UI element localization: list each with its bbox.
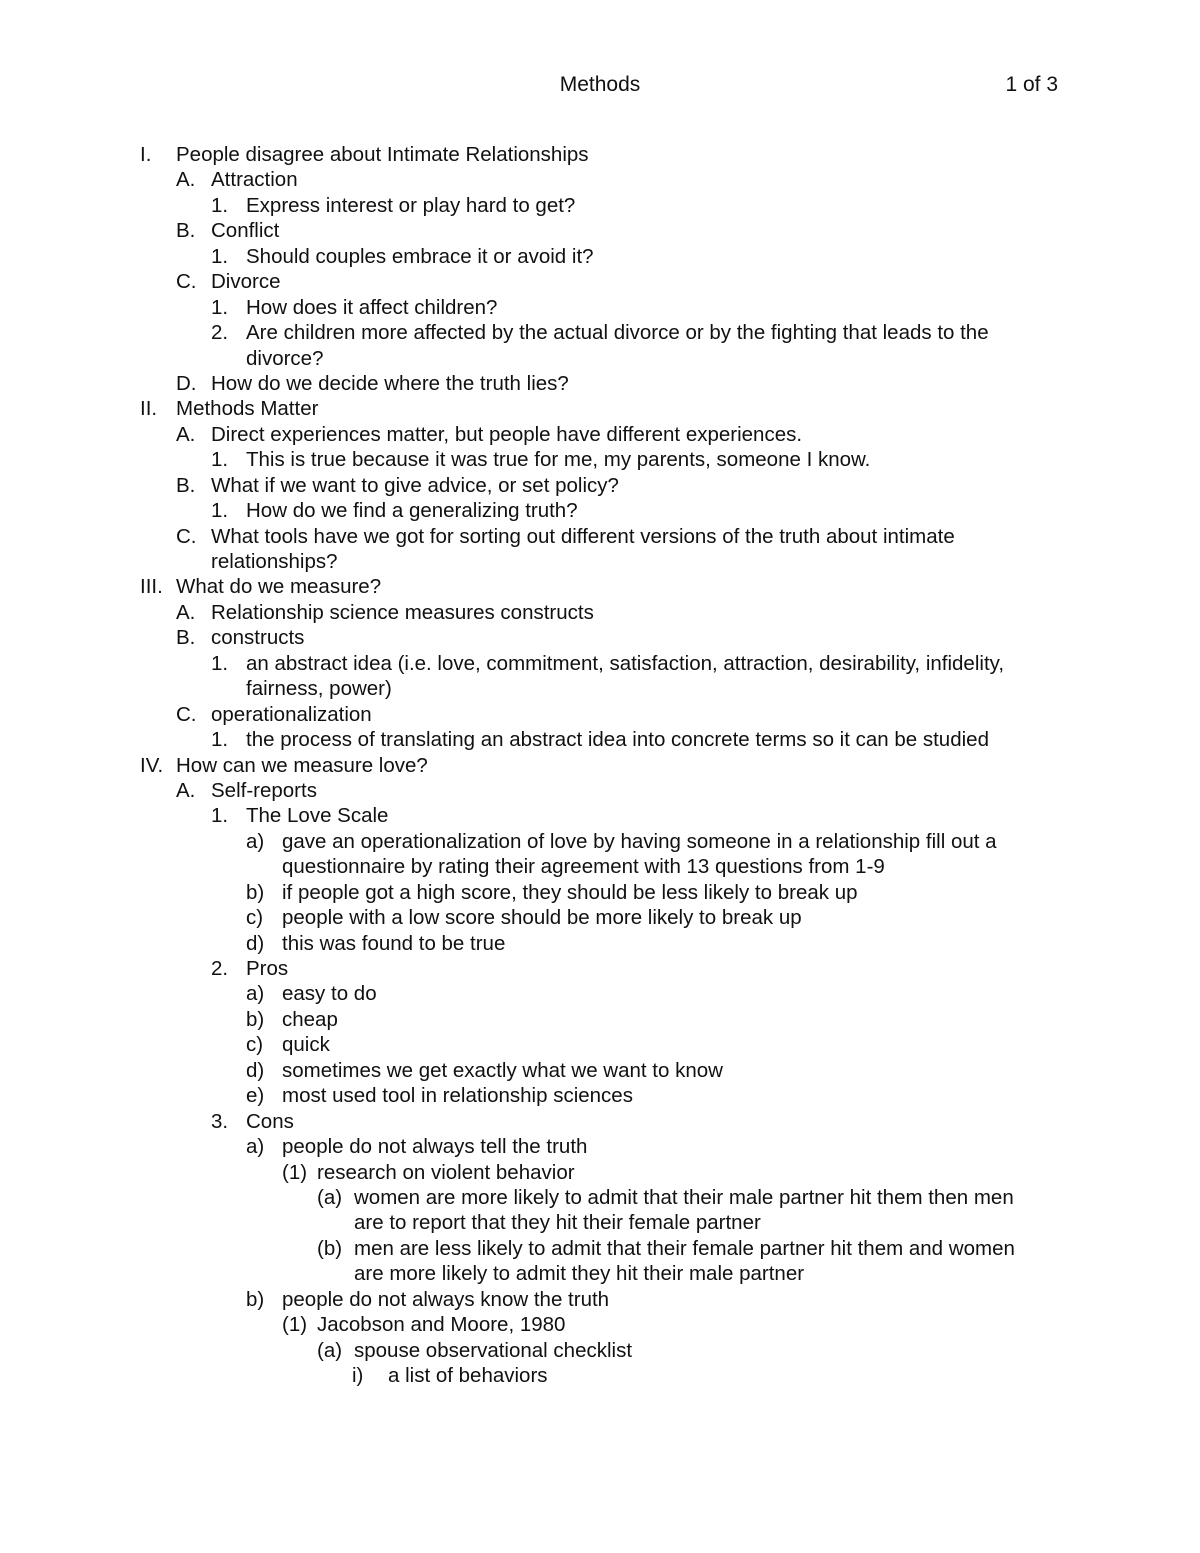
- outline-marker: A.: [176, 422, 196, 446]
- outline-line: [0, 549, 1200, 574]
- outline-text: operationalization: [211, 702, 372, 726]
- outline-text: Cons: [246, 1109, 294, 1133]
- outline-marker: 1.: [211, 728, 229, 752]
- outline-marker: III.: [140, 575, 163, 599]
- outline-line: [0, 854, 1200, 879]
- outline-marker: 2.: [211, 957, 229, 980]
- outline-marker: B.: [176, 626, 196, 650]
- outline-line: [0, 295, 1200, 320]
- outline-marker: 1.: [211, 651, 229, 675]
- outline-text: Jacobson and Moore, 1980: [317, 1313, 566, 1337]
- outline-marker: 1.: [211, 804, 229, 828]
- outline-text: men are less likely to admit that their female partner hit them and women: [354, 1236, 1015, 1260]
- outline-line: [0, 447, 1200, 472]
- outline-line: [0, 574, 1200, 599]
- outline-marker: 1.: [211, 295, 229, 319]
- outline-line: [0, 396, 1200, 421]
- outline-text: people with a low score should be more likely to break up: [282, 906, 802, 930]
- outline-line: [0, 1236, 1200, 1261]
- outline-line: [0, 1058, 1200, 1083]
- outline-line: [0, 1007, 1200, 1032]
- outline-line: [0, 244, 1200, 269]
- outline-marker: c): [246, 906, 264, 930]
- outline-marker: i): [352, 1364, 364, 1387]
- outline-marker: c): [246, 1033, 264, 1057]
- outline-marker: (a): [317, 1185, 343, 1209]
- outline-line: [0, 218, 1200, 243]
- outline-marker: 2.: [211, 321, 229, 345]
- outline-line: [0, 422, 1200, 447]
- outline-text: gave an operationalization of love by having someone in a relationship fill out a: [282, 829, 997, 853]
- outline-line: [0, 651, 1200, 676]
- outline-text: divorce?: [246, 346, 324, 370]
- outline-line: [0, 727, 1200, 752]
- outline-text: most used tool in relationship sciences: [282, 1084, 633, 1108]
- outline-text: this was found to be true: [282, 931, 506, 955]
- outline-line: [0, 193, 1200, 218]
- outline-marker: A.: [176, 168, 196, 192]
- outline-marker: C.: [176, 524, 197, 548]
- outline-line: [0, 1210, 1200, 1235]
- outline-line: [0, 167, 1200, 192]
- outline-text: sometimes we get exactly what we want to know: [282, 1058, 723, 1082]
- outline-marker: a): [246, 829, 265, 853]
- outline-line: [0, 676, 1200, 701]
- outline-text: Self-reports: [211, 778, 317, 802]
- outline-text: are more likely to admit they hit their male partner: [354, 1262, 805, 1286]
- outline-line: [0, 1261, 1200, 1286]
- outline-line: [0, 1109, 1200, 1134]
- outline-marker: a): [246, 1135, 265, 1159]
- outline-marker: I.: [140, 143, 152, 166]
- outline-line: [0, 269, 1200, 294]
- outline-line: [0, 931, 1200, 956]
- outline-text: relationships?: [211, 550, 338, 573]
- outline-text: How does it affect children?: [246, 295, 498, 319]
- outline-text: spouse observational checklist: [354, 1338, 633, 1362]
- outline-text: Express interest or play hard to get?: [246, 193, 576, 217]
- header-title: Methods: [559, 73, 641, 96]
- outline-text: people do not always tell the truth: [282, 1135, 588, 1159]
- outline-marker: b): [246, 880, 265, 904]
- outline-text: are to report that they hit their female partner: [354, 1211, 761, 1235]
- outline-marker: 1.: [211, 193, 229, 217]
- outline-text: a list of behaviors: [388, 1364, 548, 1387]
- outline-marker: D.: [176, 371, 197, 395]
- outline-line: [0, 1032, 1200, 1057]
- outline-text: questionnaire by rating their agreement with 13 questions from 1-9: [282, 855, 885, 879]
- outline-marker: 3.: [211, 1109, 229, 1133]
- outline-text: the process of translating an abstract idea into concrete terms so it can be studied: [246, 728, 989, 752]
- outline-marker: (b): [317, 1236, 343, 1260]
- outline-marker: d): [246, 931, 265, 955]
- outline-text: people do not always know the truth: [282, 1287, 610, 1311]
- outline-marker: 1.: [211, 448, 229, 472]
- outline-text: Direct experiences matter, but people have different experiences.: [211, 422, 803, 446]
- outline-line: [0, 1185, 1200, 1210]
- outline-text: The Love Scale: [246, 804, 389, 828]
- outline-marker: A.: [176, 778, 196, 802]
- outline-marker: 1.: [211, 499, 229, 523]
- outline-marker: b): [246, 1287, 265, 1311]
- outline-marker: (a): [317, 1338, 343, 1362]
- outline-line: [0, 829, 1200, 854]
- outline-text: fairness, power): [246, 677, 392, 701]
- outline-line: [0, 142, 1200, 167]
- outline-text: constructs: [211, 626, 305, 650]
- outline-line: [0, 1160, 1200, 1185]
- outline-line: [0, 524, 1200, 549]
- outline-line: [0, 600, 1200, 625]
- outline-text: Attraction: [211, 168, 298, 192]
- outline-text: How do we decide where the truth lies?: [211, 371, 569, 395]
- outline-line: [0, 346, 1200, 371]
- outline-line: [0, 320, 1200, 345]
- outline-text: research on violent behavior: [317, 1160, 575, 1184]
- outline-text: People disagree about Intimate Relationships: [176, 143, 589, 166]
- outline: [0, 142, 1200, 1388]
- outline-text: if people got a high score, they should be less likely to break up: [282, 880, 858, 904]
- outline-line: [0, 905, 1200, 930]
- outline-text: easy to do: [282, 982, 377, 1006]
- outline-text: Conflict: [211, 219, 280, 243]
- outline-text: Pros: [246, 957, 289, 980]
- outline-line: [0, 1363, 1200, 1388]
- outline-marker: 1.: [211, 244, 229, 268]
- outline-marker: (1): [282, 1160, 308, 1184]
- outline-line: [0, 625, 1200, 650]
- outline-text: Should couples embrace it or avoid it?: [246, 244, 594, 268]
- outline-text: cheap: [282, 1007, 338, 1031]
- outline-marker: d): [246, 1058, 265, 1082]
- outline-text: This is true because it was true for me, my parents, someone I know.: [246, 448, 871, 472]
- outline-marker: A.: [176, 600, 196, 624]
- outline-marker: e): [246, 1084, 265, 1108]
- outline-text: an abstract idea (i.e. love, commitment, satisfaction, attraction, desirability, infidelity,: [246, 651, 1005, 675]
- outline-marker: b): [246, 1007, 265, 1031]
- outline-line: [0, 1134, 1200, 1159]
- outline-text: How can we measure love?: [176, 753, 428, 777]
- outline-text: women are more likely to admit that their male partner hit them then men: [354, 1185, 1014, 1209]
- outline-line: [0, 956, 1200, 981]
- outline-line: [0, 1312, 1200, 1337]
- outline-line: [0, 981, 1200, 1006]
- outline-marker: B.: [176, 473, 196, 497]
- outline-text: Divorce: [211, 270, 281, 294]
- outline-text: Relationship science measures constructs: [211, 600, 594, 624]
- outline-marker: B.: [176, 219, 196, 243]
- outline-line: [0, 1287, 1200, 1312]
- outline-line: [0, 778, 1200, 803]
- outline-text: How do we find a generalizing truth?: [246, 499, 578, 523]
- outline-line: [0, 1338, 1200, 1363]
- outline-line: [0, 473, 1200, 498]
- outline-text: What do we measure?: [176, 575, 382, 599]
- outline-marker: C.: [176, 270, 197, 294]
- outline-text: quick: [282, 1033, 330, 1057]
- outline-marker: IV.: [140, 753, 164, 777]
- outline-marker: (1): [282, 1313, 308, 1337]
- outline-text: Are children more affected by the actual divorce or by the fighting that leads to the: [246, 321, 989, 345]
- outline-text: What if we want to give advice, or set policy?: [211, 473, 619, 497]
- outline-line: [0, 880, 1200, 905]
- outline-line: [0, 498, 1200, 523]
- outline-line: [0, 753, 1200, 778]
- outline-marker: a): [246, 982, 265, 1006]
- header-page-number: 1 of 3: [1005, 73, 1058, 96]
- outline-marker: II.: [140, 397, 158, 421]
- outline-text: What tools have we got for sorting out different versions of the truth about intimate: [211, 524, 955, 548]
- outline-line: [0, 1083, 1200, 1108]
- outline-marker: C.: [176, 702, 197, 726]
- outline-text: Methods Matter: [176, 397, 319, 421]
- outline-line: [0, 803, 1200, 828]
- outline-line: [0, 702, 1200, 727]
- outline-line: [0, 371, 1200, 396]
